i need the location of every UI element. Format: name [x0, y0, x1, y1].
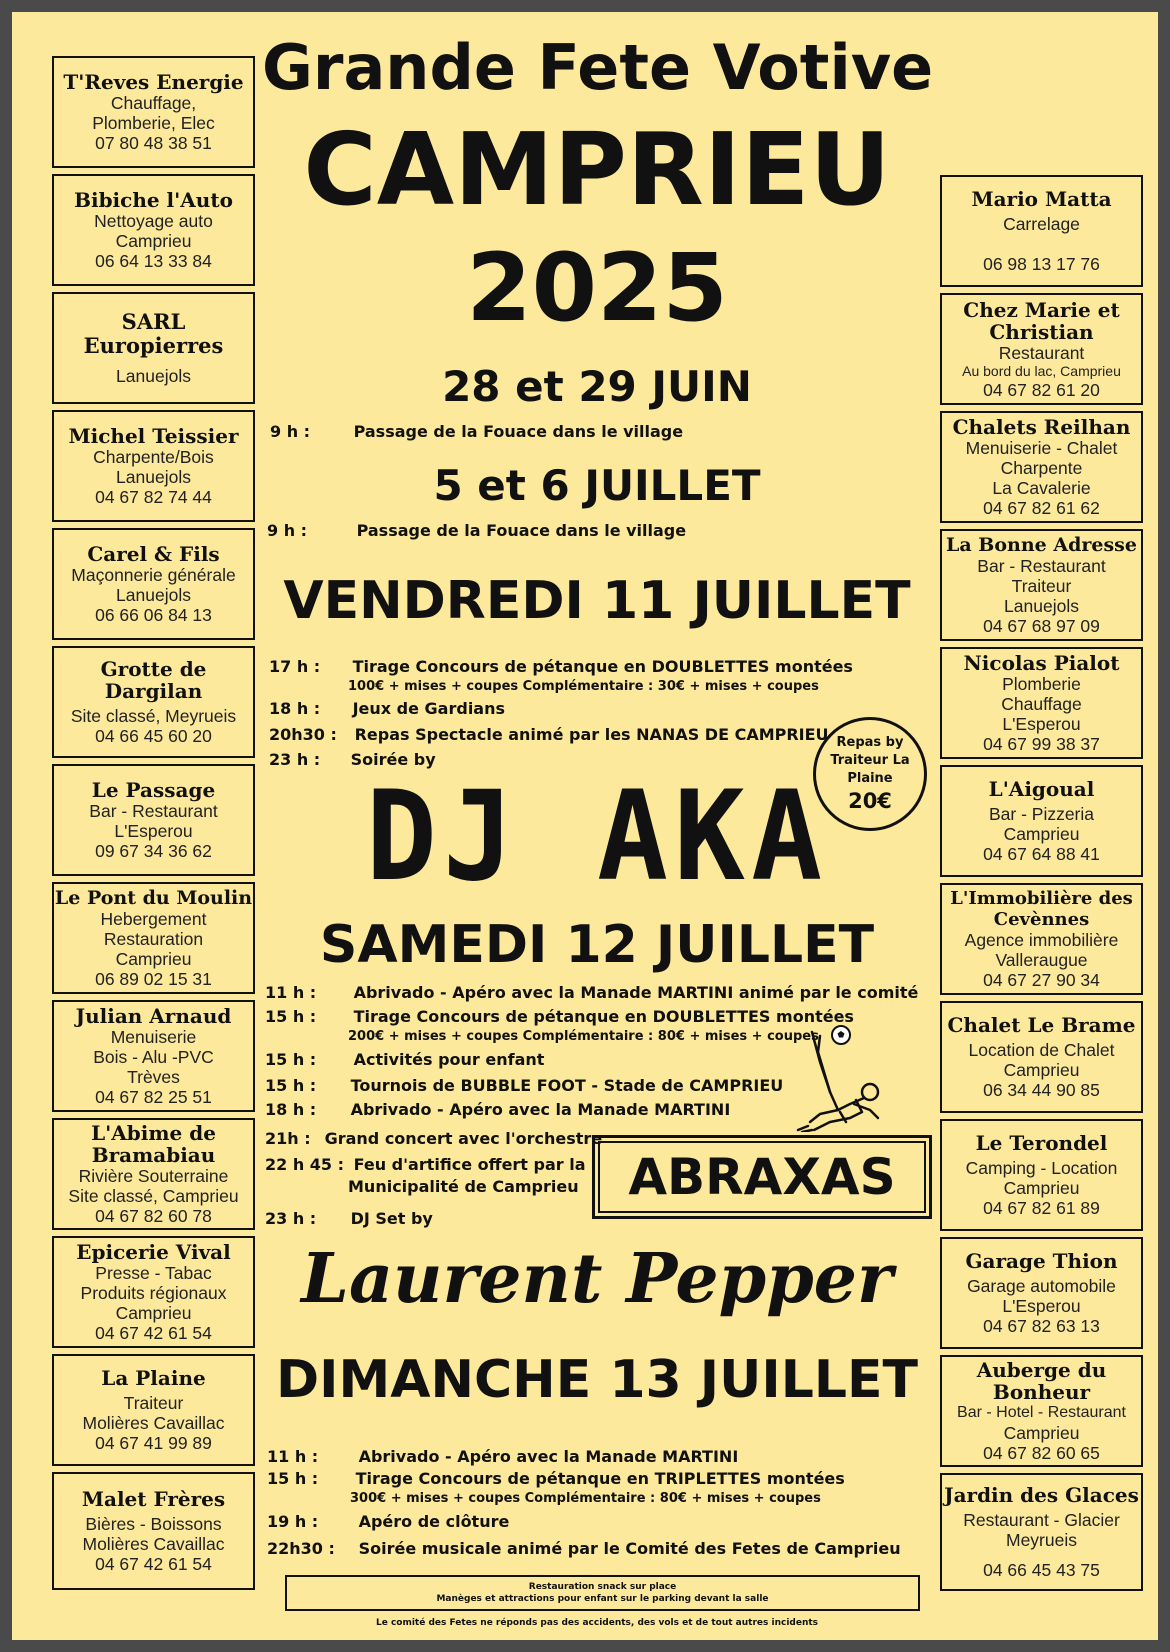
repas-badge-line: Repas by [836, 735, 904, 750]
footer-disclaimer: Le comité des Fetes ne réponds pas des accidents, des vols et de tout autres incidents [375, 1618, 819, 1628]
sponsor-phone: 04 66 45 43 75 [983, 1560, 1100, 1580]
sponsor-line: Restauration [103, 929, 204, 949]
sponsor-name: Mario Matta [971, 187, 1112, 211]
event-time: 18 h : [269, 699, 321, 718]
sponsor-line: Hebergement [100, 909, 207, 929]
sponsor-abime-bramabiau [52, 1118, 255, 1230]
sponsor-line: Lanuejols [116, 467, 191, 487]
event-text: Tournois de BUBBLE FOOT - Stade de CAMPRIEU [350, 1076, 784, 1095]
event-row [267, 1469, 845, 1488]
event-subtext: 100€ + mises + coupes Complémentaire : 30€ + mises + coupes [348, 679, 819, 694]
sponsor-name: Carel & Fils [87, 542, 220, 566]
date-heading-juillet: 5 et 6 JUILLET [433, 461, 761, 510]
sponsor-name: Le Passage [91, 778, 216, 802]
sponsor-line: Traiteur [1011, 576, 1072, 596]
sponsor-la-bonne-adresse [940, 529, 1143, 641]
sponsor-line: Camprieu [1003, 1060, 1080, 1080]
sponsor-line: Garage automobile [967, 1276, 1116, 1296]
sponsor-name: Grotte de Dargilan [100, 657, 207, 703]
sponsor-phone: 04 67 82 61 89 [983, 1198, 1100, 1218]
event-row [265, 1076, 783, 1095]
sponsor-phone: 04 67 99 38 37 [983, 734, 1100, 754]
sponsor-line: Camprieu [115, 1303, 192, 1323]
sponsor-line: Au bord du lac, Camprieu [962, 362, 1121, 379]
event-text: DJ Set by [350, 1209, 433, 1228]
sponsor-mario-matta [940, 175, 1143, 287]
sponsor-phone: 06 66 06 84 13 [95, 605, 212, 625]
repas-badge-line: Plaine [847, 771, 893, 786]
event-time: 19 h : [267, 1512, 319, 1531]
sponsor-line: Camprieu [115, 231, 192, 251]
orchestra-name: ABRAXAS [628, 1148, 896, 1206]
sponsor-name: Malet Frères [81, 1487, 226, 1511]
sponsor-line: Carrelage [1003, 214, 1080, 234]
headliner-dj-aka: DJ AKA [365, 763, 829, 909]
sponsor-line: Bois - Alu -PVC [93, 1047, 214, 1067]
event-row [265, 1129, 602, 1148]
sponsor-line: L'Esperou [1002, 714, 1081, 734]
sponsor-line: Molières Cavaillac [82, 1413, 225, 1433]
event-text: Apéro de clôture [358, 1512, 510, 1531]
orchestra-abraxas-box [592, 1135, 932, 1219]
sponsor-le-terondel [940, 1119, 1143, 1231]
sponsor-line: Menuiserie [110, 1027, 197, 1047]
event-row [270, 422, 683, 441]
sponsor-phone: 06 89 02 15 31 [95, 969, 212, 989]
date-heading-vendredi: VENDREDI 11 JUILLET [283, 571, 911, 631]
event-text: Passage de la Fouace dans le village [356, 521, 687, 540]
event-text: Abrivado - Apéro avec la Manade MARTINI [358, 1447, 739, 1466]
sponsor-phone: 06 64 13 33 84 [95, 251, 212, 271]
footer-info-box [285, 1575, 920, 1611]
event-text: Abrivado - Apéro avec la Manade MARTINI [350, 1100, 731, 1119]
event-text: Passage de la Fouace dans le village [353, 422, 684, 441]
event-time: 23 h : [269, 750, 321, 769]
sponsor-garage-thion [940, 1237, 1143, 1349]
sponsor-line: Camping - Location [965, 1158, 1118, 1178]
repas-badge-price: 20€ [848, 789, 892, 813]
sponsor-line: L'Esperou [1002, 1296, 1081, 1316]
sponsor-line: Produits régionaux [80, 1283, 227, 1303]
sponsor-pont-du-moulin [52, 882, 255, 994]
sponsor-name: Nicolas Pialot [963, 651, 1120, 675]
event-text: Repas Spectacle animé par les NANAS DE CAMPRIEU [354, 725, 829, 744]
event-row [269, 657, 853, 676]
event-row [265, 1007, 854, 1026]
event-row [267, 1447, 738, 1466]
repas-badge-line: Traiteur La [830, 753, 910, 768]
sponsor-phone: 04 67 82 74 44 [95, 487, 212, 507]
sponsor-phone: 04 67 82 60 65 [983, 1443, 1100, 1463]
sponsor-name: Chalet Le Brame [947, 1013, 1136, 1037]
sponsor-name: Auberge du Bonheur [976, 1358, 1107, 1404]
sponsor-name: Le Terondel [975, 1131, 1108, 1155]
sponsor-chalets-reilhan [940, 411, 1143, 523]
sponsor-phone: 04 67 41 99 89 [95, 1433, 212, 1453]
event-time: 9 h : [270, 422, 311, 441]
sponsor-line: Presse - Tabac [95, 1263, 212, 1283]
sponsor-chalet-le-brame [940, 1001, 1143, 1113]
sponsor-line: Charpente [1000, 458, 1083, 478]
event-time: 18 h : [265, 1100, 317, 1119]
header-title: CAMPRIEU [303, 111, 891, 228]
sponsor-phone: 06 98 13 17 76 [983, 254, 1100, 274]
event-time: 11 h : [267, 1447, 319, 1466]
event-row [265, 1050, 544, 1069]
sponsor-michel-teissier [52, 410, 255, 522]
sponsor-jardin-des-glaces [940, 1473, 1143, 1591]
sponsor-line: Camprieu [115, 949, 192, 969]
sponsor-line: Charpente/Bois [93, 447, 214, 467]
sponsor-line: Bières - Boissons [85, 1514, 222, 1534]
sponsor-name: Jardin des Glaces [944, 1483, 1139, 1507]
sponsor-line: La Cavalerie [992, 478, 1091, 498]
event-text: Activités pour enfant [353, 1050, 545, 1069]
sponsor-phone: 04 66 45 60 20 [95, 726, 212, 746]
event-text: Tirage Concours de pétanque en TRIPLETTES montées [355, 1469, 845, 1488]
sponsor-grotte-dargilan [52, 646, 255, 758]
event-text: Feu d'artifice offert par la [353, 1155, 586, 1174]
event-time: 15 h : [265, 1007, 317, 1026]
event-text-cont: Municipalité de Camprieu [348, 1177, 579, 1196]
sponsor-phone: 04 67 42 61 54 [95, 1323, 212, 1343]
date-heading-samedi: SAMEDI 12 JUILLET [319, 915, 875, 975]
sponsor-phone: 04 67 64 88 41 [983, 844, 1100, 864]
event-row [267, 1539, 901, 1558]
sponsor-phone: 04 67 82 60 78 [95, 1206, 212, 1226]
dj-laurent-pepper: Laurent Pepper [301, 1239, 893, 1319]
sponsor-phone: 04 67 82 61 20 [983, 379, 1100, 400]
sponsor-phone: 04 67 82 25 51 [95, 1087, 212, 1107]
sponsor-la-plaine [52, 1354, 255, 1466]
event-time: 22 h 45 : [265, 1155, 345, 1174]
event-text: Soirée by [350, 750, 436, 769]
sponsor-name: La Plaine [101, 1366, 206, 1390]
event-time: 23 h : [265, 1209, 317, 1228]
sponsor-bibiche-auto [52, 174, 255, 286]
event-time: 20h30 : [269, 725, 337, 744]
event-time: 15 h : [265, 1076, 317, 1095]
sponsor-line: Site classé, Meyrueis [70, 706, 237, 726]
sponsor-name: Garage Thion [965, 1249, 1118, 1273]
sponsor-l-aigoual [940, 765, 1143, 877]
event-time: 11 h : [265, 983, 317, 1002]
sponsor-line: Location de Chalet [968, 1040, 1115, 1060]
event-row [265, 1100, 730, 1119]
sponsor-line: Nettoyage auto [94, 211, 213, 231]
sponsor-line: Restaurant - Glacier [963, 1510, 1120, 1530]
sponsor-line: Molières Cavaillac [82, 1534, 225, 1554]
event-row [269, 725, 829, 744]
sponsor-name: Le Pont du Moulin [54, 887, 253, 909]
event-row [267, 521, 686, 540]
sponsor-sarl-europierres [52, 292, 255, 404]
sponsor-line: Trèves [127, 1067, 180, 1087]
sponsor-phone: 07 80 48 38 51 [95, 133, 212, 153]
sponsor-line: L'Esperou [114, 821, 193, 841]
sponsor-name: La Bonne Adresse [946, 534, 1137, 556]
event-subtext: 200€ + mises + coupes Complémentaire : 80€ + mises + coupes [348, 1029, 819, 1044]
sponsor-line: Camprieu [1003, 1178, 1080, 1198]
sponsor-phone: 04 67 82 63 13 [983, 1316, 1100, 1336]
sponsor-line: Camprieu [1003, 824, 1080, 844]
sponsor-phone: 04 67 42 61 54 [95, 1554, 212, 1574]
event-row [267, 1512, 509, 1531]
sponsor-line: Lanuejols [116, 366, 191, 386]
sponsor-name: Michel Teissier [68, 424, 239, 448]
event-time: 15 h : [267, 1469, 319, 1488]
sponsor-nicolas-pialot [940, 647, 1143, 759]
sponsor-phone: 06 34 44 90 85 [983, 1080, 1100, 1100]
sponsor-phone: 04 67 27 90 34 [983, 970, 1100, 990]
sponsor-line: Site classé, Camprieu [68, 1186, 239, 1206]
sponsor-line: Traiteur [123, 1393, 184, 1413]
event-row [265, 983, 918, 1002]
event-time: 22h30 : [267, 1539, 335, 1558]
sponsor-line: Meyrueis [1006, 1530, 1077, 1550]
sponsor-line: Chauffage [1001, 694, 1082, 714]
date-heading-dimanche: DIMANCHE 13 JUILLET [276, 1350, 918, 1410]
event-text: Tirage Concours de pétanque en DOUBLETTES montées [353, 1007, 854, 1026]
sponsor-carel-fils [52, 528, 255, 640]
footer-line: Restauration snack sur place [528, 1582, 677, 1592]
sponsor-line: Bar - Pizzeria [988, 804, 1095, 824]
sponsor-line: Chauffage, [110, 93, 197, 113]
footer-line: Manèges et attractions pour enfant sur le parking devant la salle [436, 1594, 769, 1604]
sponsor-auberge-du-bonheur [940, 1355, 1143, 1467]
date-heading-juin: 28 et 29 JUIN [442, 362, 752, 411]
sponsor-line: Agence immobilière [964, 930, 1119, 950]
sponsor-phone: 09 67 34 36 62 [95, 841, 212, 861]
sponsor-line: Bar - Hotel - Restaurant [957, 1404, 1126, 1421]
sponsor-le-passage [52, 764, 255, 876]
sponsor-name: SARL Europierres [83, 309, 224, 358]
sponsor-phone: 04 67 68 97 09 [983, 616, 1100, 636]
sponsor-line: Bar - Restaurant [89, 801, 218, 821]
header-subtitle: Grande Fete Votive [262, 31, 934, 104]
sponsor-name: L'Aigoual [988, 777, 1095, 801]
sponsor-line: Camprieu [1003, 1423, 1080, 1443]
event-text: Abrivado - Apéro avec la Manade MARTINI animé par le comité [353, 983, 919, 1002]
sponsor-line: Menuiserie - Chalet [965, 438, 1118, 458]
sponsor-name: L'Immobilière des Cevènnes [950, 888, 1133, 930]
sponsor-line: Plomberie, Elec [92, 113, 215, 133]
event-text: Grand concert avec l'orchestre [324, 1129, 603, 1148]
event-row [265, 1155, 586, 1174]
sponsor-name: L'Abime de Bramabiau [91, 1121, 216, 1167]
sponsor-line: Plomberie [1002, 674, 1081, 694]
sponsor-line: Valleraugue [995, 950, 1088, 970]
event-text: Jeux de Gardians [352, 699, 506, 718]
sponsor-malet-freres [52, 1472, 255, 1590]
sponsor-epicerie-vival [52, 1236, 255, 1348]
sponsor-chez-marie-christian [940, 293, 1143, 405]
event-subtext: 300€ + mises + coupes Complémentaire : 80€ + mises + coupes [350, 1491, 821, 1506]
sponsor-immobiliere-cevennes [940, 883, 1143, 995]
sponsor-line: Maçonnerie générale [71, 565, 236, 585]
event-time: 21h : [265, 1129, 311, 1148]
sponsor-name: Chalets Reilhan [952, 415, 1131, 439]
sponsor-treves-energie [52, 56, 255, 168]
header-year: 2025 [466, 234, 728, 343]
soccer-ball-icon [830, 1024, 852, 1046]
sponsor-name: Bibiche l'Auto [74, 188, 233, 212]
sponsor-line: Restaurant [998, 342, 1085, 363]
event-time: 17 h : [269, 657, 321, 676]
event-row [269, 699, 505, 718]
event-time: 15 h : [265, 1050, 317, 1069]
sponsor-line: Lanuejols [1004, 596, 1079, 616]
sponsor-name: T'Reves Energie [63, 70, 244, 94]
event-row [265, 1209, 433, 1228]
sponsor-line: Bar - Restaurant [977, 556, 1106, 576]
sponsor-line: Lanuejols [116, 585, 191, 605]
sponsor-phone: 04 67 82 61 62 [983, 498, 1100, 518]
event-text: Soirée musicale animé par le Comité des Fetes de Camprieu [358, 1539, 901, 1558]
sponsor-name: Epicerie Vival [76, 1240, 231, 1264]
event-text: Tirage Concours de pétanque en DOUBLETTES montées [352, 657, 853, 676]
event-time: 9 h : [267, 521, 308, 540]
sponsor-julian-arnaud [52, 1000, 255, 1112]
sponsor-line: Rivière Souterraine [78, 1166, 229, 1186]
sponsor-name: Chez Marie et Christian [963, 297, 1120, 344]
sponsor-name: Julian Arnaud [75, 1004, 232, 1028]
